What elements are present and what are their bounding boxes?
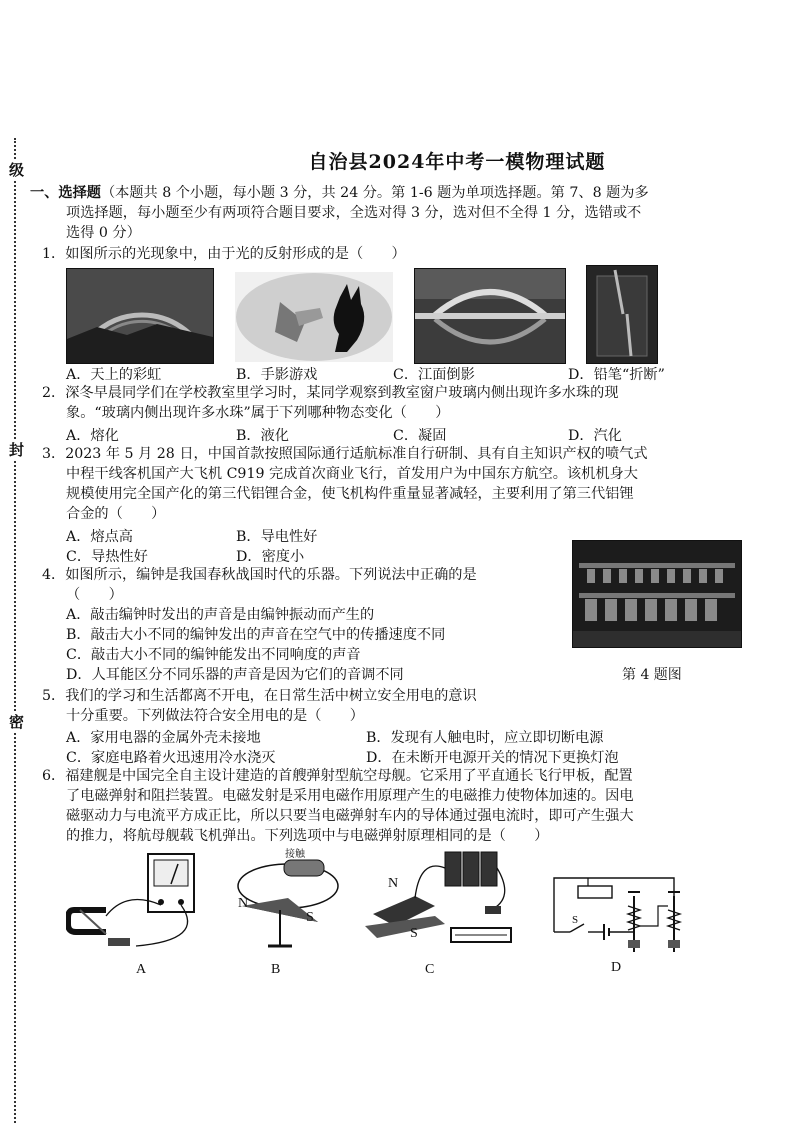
- section-heading: 一、选择题: [30, 185, 101, 201]
- q1-options: [66, 364, 766, 384]
- q6-line-3: 磁驱动力与电流平方成正比，所以只要当电磁弹射车内的导体通过强电流时，即可产生强大: [66, 808, 634, 824]
- q2-option-a[interactable]: A．熔化: [66, 428, 119, 444]
- q5-options-row-1: [66, 727, 766, 747]
- q5-option-b[interactable]: B．发现有人触电时，应立即切断电源: [366, 730, 604, 746]
- margin-mark-seal: 封: [7, 442, 25, 457]
- q6-diagram-a: [66, 850, 216, 960]
- q4-option-d[interactable]: D．人耳能区分不同乐器的声音是因为它们的音调不同: [66, 667, 404, 683]
- q6-line-4: 的推力，将航母舰载飞机弹出。下列选项中与电磁弹射原理相同的是（ ）: [66, 828, 549, 844]
- q6-diagram-label-a: A: [136, 962, 147, 977]
- q1-option-c[interactable]: C．江面倒影: [393, 367, 475, 383]
- q5-option-a[interactable]: A．家用电器的金属外壳未接地: [66, 730, 261, 746]
- q2-option-c[interactable]: C．凝固: [393, 428, 447, 444]
- q1-stem: 1．如图所示的光现象中，由于光的反射形成的是（ ）: [42, 246, 406, 262]
- q1-image-rainbow: [66, 268, 214, 364]
- q4-image-bianzhong: [572, 540, 742, 648]
- q5-option-d[interactable]: D．在未断开电源开关的情况下更换灯泡: [366, 750, 619, 766]
- q3-options-row-1: [66, 526, 466, 546]
- section-header: [30, 184, 649, 203]
- q6-d-label-switch: S: [572, 914, 579, 926]
- q6-diagram-label-d: D: [611, 960, 622, 975]
- q3-options-row-2: [66, 546, 466, 566]
- q1-image-pencil-broken: [586, 265, 658, 364]
- q1-image-bridge-reflection: [414, 268, 566, 364]
- q4-line-1: 4．如图所示，编钟是我国春秋战国时代的乐器。下列说法中正确的是: [42, 567, 477, 583]
- q6-c-label-s: S: [410, 926, 418, 941]
- page-title: 自治县2024年中考一模物理试题: [308, 151, 606, 173]
- margin-mark-secret: 密: [7, 714, 25, 729]
- q4-caption: 第 4 题图: [622, 667, 682, 683]
- q5-options-row-2: [66, 747, 766, 767]
- q3-option-a[interactable]: A．熔点高: [66, 529, 133, 545]
- q1-option-d[interactable]: D．铅笔“折断”: [568, 367, 665, 383]
- q1-option-a[interactable]: A．天上的彩虹: [66, 367, 162, 383]
- q5-line-2: 十分重要。下列做法符合安全用电的是（ ）: [66, 708, 364, 724]
- q5-line-1: 5．我们的学习和生活都离不开电，在日常生活中树立安全用电的意识: [42, 688, 477, 704]
- q6-diagram-label-c: C: [425, 962, 435, 977]
- q6-diagram-c: [365, 848, 520, 958]
- q4-option-c[interactable]: C．敲击大小不同的编钟能发出不同响度的声音: [66, 647, 361, 663]
- q3-line-1: 3．2023 年 5 月 28 日，中国首款按照国际通行适航标准自行研制、具有自主知识产权的喷气式: [42, 446, 648, 462]
- q3-option-b[interactable]: B．导电性好: [236, 529, 318, 545]
- q2-line-1: 2．深冬早晨同学们在学校教室里学习时，某同学观察到教室窗户玻璃内侧出现许多水珠的现: [42, 385, 619, 401]
- q4-line-2: （ ）: [66, 587, 123, 603]
- q3-line-3: 规模使用完全国产化的第三代铝锂合金，使飞机构件重量显著减轻，主要利用了第三代铝锂: [66, 486, 634, 502]
- q2-options: [66, 425, 766, 445]
- section-instructions-1: （本题共 8 个小题，每小题 3 分，共 24 分。第 1-6 题为单项选择题。第 7、8 题为多: [100, 185, 649, 201]
- q3-line-4: 合金的（ ）: [66, 506, 166, 522]
- section-instructions-2: 项选择题，每小题至少有两项符合题目要求，全选对得 3 分，选对但不全得 1 分，选错或不: [66, 205, 642, 221]
- q3-line-2: 中程干线客机国产大飞机 C919 完成首次商业飞行，首发用户为中国东方航空。该机机身大: [66, 466, 638, 482]
- q6-diagram-label-b: B: [271, 962, 281, 977]
- q5-option-c[interactable]: C．家庭电路着火迅速用冷水浇灭: [66, 750, 276, 766]
- q2-line-2: 象。“玻璃内侧出现许多水珠”属于下列哪种物态变化（ ）: [66, 405, 450, 421]
- q1-option-b[interactable]: B．手影游戏: [236, 367, 318, 383]
- q3-option-c[interactable]: C．导热性好: [66, 549, 148, 565]
- q6-diagram-d: [548, 856, 698, 956]
- q4-option-a[interactable]: A．敲击编钟时发出的声音是由编钟振动而产生的: [66, 607, 375, 623]
- q4-option-b[interactable]: B．敲击大小不同的编钟发出的声音在空气中的传播速度不同: [66, 627, 446, 643]
- q6-b-label-n: N: [238, 896, 249, 911]
- q6-b-label-contact: 接触: [285, 849, 305, 860]
- q6-b-label-s: S: [306, 910, 314, 925]
- q2-option-b[interactable]: B．液化: [236, 428, 289, 444]
- binding-line: [14, 138, 16, 1123]
- q2-option-d[interactable]: D．汽化: [568, 428, 622, 444]
- q6-line-1: 6．福建舰是中国完全自主设计建造的首艘弹射型航空母舰。它采用了平直通长飞行甲板，配置: [42, 768, 633, 784]
- q3-option-d[interactable]: D．密度小: [236, 549, 305, 565]
- q1-image-hand-shadow: [235, 272, 393, 362]
- q6-c-label-n: N: [388, 876, 399, 891]
- section-instructions-3: 选得 0 分）: [66, 225, 141, 241]
- q6-line-2: 了电磁弹射和阻拦装置。电磁发射是采用电磁作用原理产生的电磁推力使物体加速的。因电: [66, 788, 634, 804]
- margin-mark-class: 级: [7, 162, 25, 177]
